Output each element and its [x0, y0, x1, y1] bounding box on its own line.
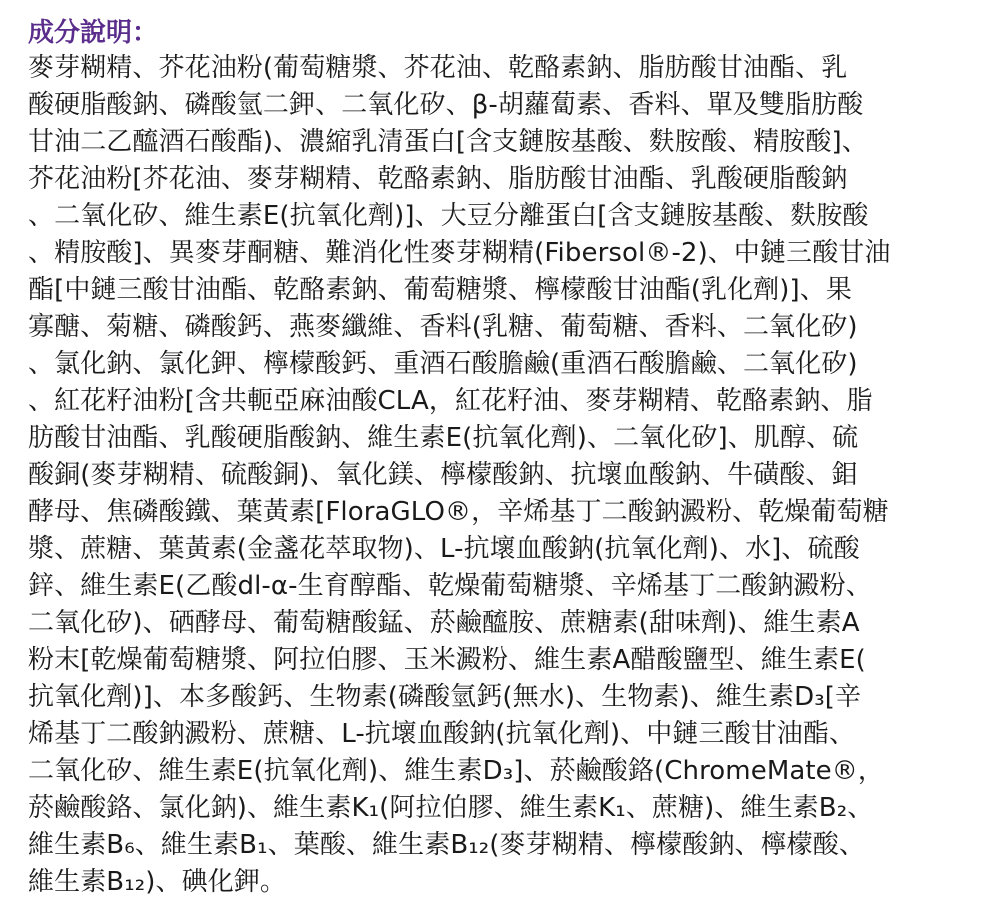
ingredients-line: 鋅、維生素E(乙酸dl-α-生育醇酯、乾燥葡萄糖漿、辛烯基丁二酸鈉澱粉、 — [28, 571, 872, 601]
ingredients-line: 酸銅(麥芽糊精、硫酸銅)、氧化鎂、檸檬酸鈉、抗壞血酸鈉、牛磺酸、鉬 — [28, 460, 858, 490]
ingredients-line: 維生素B₆、維生素B₁、葉酸、維生素B₁₂(麥芽糊精、檸檬酸鈉、檸檬酸、 — [28, 830, 865, 860]
ingredients-line: 肪酸甘油酯、乳酸硬脂酸鈉、維生素E(抗氧化劑)、二氧化矽]、肌醇、硫 — [28, 423, 859, 453]
ingredients-line: 酸硬脂酸鈉、磷酸氫二鉀、二氧化矽、β-胡蘿蔔素、香料、單及雙脂肪酸 — [28, 90, 864, 120]
ingredients-line: 抗氧化劑)]、本多酸鈣、生物素(磷酸氫鈣(無水)、生物素)、維生素D₃[辛 — [28, 682, 862, 712]
ingredients-line: 烯基丁二酸鈉澱粉、蔗糖、L-抗壞血酸鈉(抗氧化劑)、中鏈三酸甘油酯、 — [28, 719, 856, 749]
ingredients-line: 寡醣、菊糖、磷酸鈣、燕麥纖維、香料(乳糖、葡萄糖、香料、二氧化矽) — [28, 312, 858, 342]
ingredients-line: 粉末[乾燥葡萄糖漿、阿拉伯膠、玉米澱粉、維生素A醋酸鹽型、維生素E( — [28, 645, 866, 675]
ingredients-line: 、氯化鈉、氯化鉀、檸檬酸鈣、重酒石酸膽鹼(重酒石酸膽鹼、二氧化矽) — [28, 349, 858, 379]
ingredients-line: 、二氧化矽、維生素E(抗氧化劑)]、大豆分離蛋白[含支鏈胺基酸、麩胺酸 — [28, 201, 869, 231]
ingredients-list — [28, 50, 978, 901]
ingredients-line: 二氧化矽)、硒酵母、葡萄糖酸錳、菸鹼醯胺、蔗糖素(甜味劑)、維生素A — [28, 608, 860, 638]
ingredients-line: 漿、蔗糖、葉黃素(金盞花萃取物)、L-抗壞血酸鈉(抗氧化劑)、水]、硫酸 — [28, 534, 860, 564]
ingredients-heading: 成分說明： — [28, 18, 159, 48]
ingredients-line: 麥芽糊精、芥花油粉(葡萄糖漿、芥花油、乾酪素鈉、脂肪酸甘油酯、乳 — [28, 53, 848, 83]
ingredients-line: 酯[中鏈三酸甘油酯、乾酪素鈉、葡萄糖漿、檸檬酸甘油酯(乳化劑)]、果 — [28, 275, 852, 305]
ingredients-line: 酵母、焦磷酸鐵、葉黃素[FloraGLO®，辛烯基丁二酸鈉澱粉、乾燥葡萄糖 — [28, 497, 889, 527]
ingredients-line: 芥花油粉[芥花油、麥芽糊精、乾酪素鈉、脂肪酸甘油酯、乳酸硬脂酸鈉 — [28, 164, 848, 194]
ingredients-line: 菸鹼酸鉻、氯化鈉)、維生素K₁(阿拉伯膠、維生素K₁、蔗糖)、維生素B₂、 — [28, 793, 874, 823]
ingredients-line: 維生素B₁₂)、碘化鉀。 — [28, 867, 287, 897]
ingredients-line: 、精胺酸]、異麥芽酮糖、難消化性麥芽糊精(Fibersol®-2)、中鏈三酸甘油 — [28, 238, 891, 268]
ingredients-line: 二氧化矽、維生素E(抗氧化劑)、維生素D₃]、菸鹼酸鉻(ChromeMate®， — [28, 756, 884, 786]
ingredients-line: 、紅花籽油粉[含共軛亞麻油酸CLA，紅花籽油、麥芽糊精、乾酪素鈉、脂 — [28, 386, 873, 416]
ingredients-line: 甘油二乙醯酒石酸酯)、濃縮乳清蛋白[含支鏈胺基酸、麩胺酸、精胺酸]、 — [28, 127, 868, 157]
